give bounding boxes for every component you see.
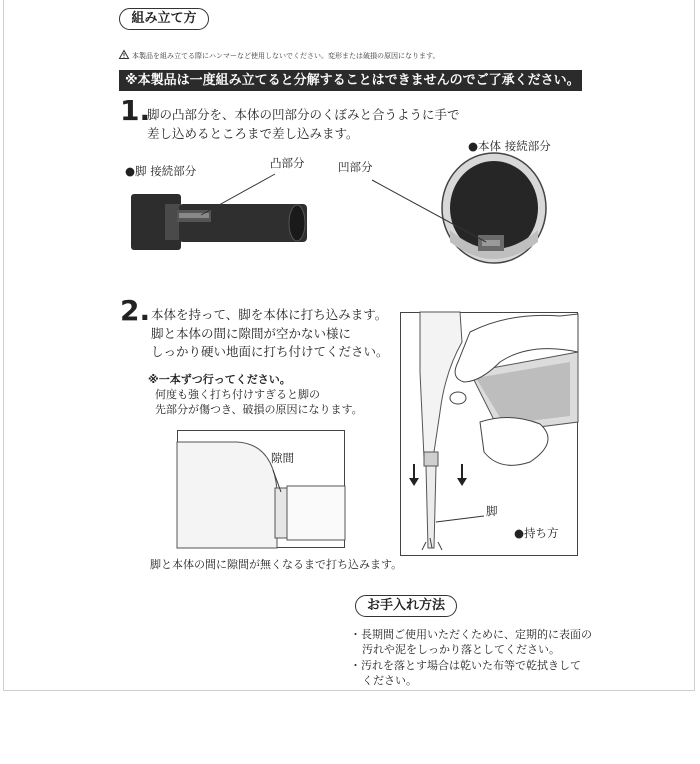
care-item-2-line-1: ・汚れを落とす場合は乾いた布等で乾拭きして	[350, 659, 581, 672]
gap-caption: 脚と本体の間に隙間が無くなるまで打ち込みます。	[150, 558, 403, 571]
gap-label: 隙間	[271, 451, 294, 465]
step-2-line-3: しっかり硬い地面に打ち付けてください。	[151, 344, 389, 359]
care-item-1-line-2: 汚れや泥をしっかり落としてください。	[362, 643, 560, 656]
step-2-note-line-2: 先部分が傷つき、破損の原因になります。	[155, 403, 363, 416]
gap-detail-illustration	[177, 430, 345, 548]
holding-method-label: ●持ち方	[514, 526, 559, 540]
step-2-note-line-1: 何度も強く打ち付けすぎると脚の	[155, 388, 320, 401]
care-item-1-line-1: ・長期間ご使用いただくために、定期的に表面の	[350, 628, 592, 641]
notice-banner: ※本製品は一度組み立てると分解することはできませんのでご了承ください。	[119, 70, 582, 91]
concave-part-label: 凹部分	[338, 160, 373, 174]
step-1-number: 1.	[120, 94, 151, 127]
leg-label: 脚	[486, 504, 498, 518]
step-1-line-1: 脚の凸部分を、本体の凹部分のくぼみと合うように手で	[147, 107, 460, 122]
step-2-line-2: 脚と本体の間に隙間が空かない様に	[151, 326, 352, 341]
step-2-line-1: 本体を持って、脚を本体に打ち込みます。	[151, 307, 388, 322]
warning-triangle-icon	[119, 50, 129, 59]
care-item-2-line-2: ください。	[362, 674, 417, 687]
body-connection-label: ●本体 接続部分	[468, 139, 551, 153]
section-title-assembly: 組み立て方	[119, 8, 209, 30]
leg-connector-illustration	[125, 180, 310, 260]
convex-part-label: 凸部分	[270, 156, 305, 170]
step-2-number: 2.	[120, 294, 151, 327]
leg-connection-label: ●脚 接続部分	[125, 164, 197, 178]
body-socket-illustration	[440, 150, 550, 265]
warning-text: 本製品を組み立てる際にハンマーなど使用しないでください。変形または破損の原因になります。	[132, 52, 440, 60]
holding-method-illustration	[400, 312, 578, 556]
step-1-line-2: 差し込めるところまで差し込みます。	[147, 126, 359, 141]
step-2-note-title: ※一本ずつ行ってください。	[148, 373, 291, 386]
section-title-care: お手入れ方法	[355, 595, 457, 617]
